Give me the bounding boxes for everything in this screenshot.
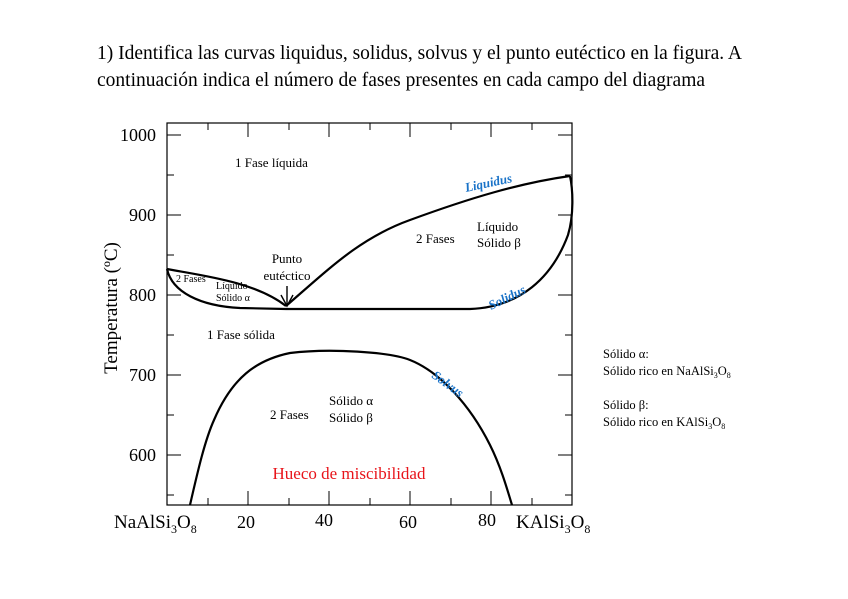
field-label-solid: 1 Fase sólida xyxy=(207,327,275,342)
y-tick-label: 700 xyxy=(129,365,156,385)
legend-alpha-title: Sólido α: xyxy=(603,347,649,361)
legend-beta xyxy=(603,397,725,431)
y-tick-label: 900 xyxy=(129,205,156,225)
x-tick-label: 60 xyxy=(399,512,417,532)
field-label-gap-alpha: Sólido α xyxy=(329,393,374,408)
x-tick-label: 20 xyxy=(237,512,255,532)
field-label-left-two-phase: 2 Fases xyxy=(176,274,206,285)
field-label-gap-beta: Sólido β xyxy=(329,410,373,425)
y-tick-label: 600 xyxy=(129,445,156,465)
field-label-right-solid: Sólido β xyxy=(477,235,521,250)
liquidus-label: Liquidus xyxy=(463,170,514,195)
y-tick-label: 800 xyxy=(129,285,156,305)
solidus-label: Solidus xyxy=(485,281,529,313)
legend-beta-title: Sólido β: xyxy=(603,398,649,412)
x-tick-label: 40 xyxy=(315,510,333,530)
field-label-left-solid: Sólido α xyxy=(216,293,250,304)
solvus-label: Solvus xyxy=(429,367,467,401)
miscibility-gap-label: Hueco de miscibilidad xyxy=(272,464,426,483)
x-endpoint-left: $NaAlSi_3O_8$ xyxy=(114,512,197,536)
eutectic-label-line1: Punto xyxy=(271,251,303,266)
y-tick-label: 1000 xyxy=(120,125,156,145)
x-tick-label: 80 xyxy=(478,510,496,530)
question-line-2: continuación indica el número de fases presentes en cada campo del diagrama xyxy=(97,70,706,91)
legend-alpha xyxy=(603,346,731,380)
y-axis-label: Temperatura (ºC) xyxy=(101,242,122,374)
field-label-left-liquid: Líquido xyxy=(216,281,248,292)
field-label-right-two-phase: 2 Fases xyxy=(416,231,455,246)
eutectic-label-line2: eutéctico xyxy=(263,268,311,283)
field-label-right-liquid: Líquido xyxy=(477,219,519,234)
legend-beta-desc: Sólido rico en $KAlSi_3O_8$ xyxy=(603,415,726,431)
legend-alpha-desc: Sólido rico en $NaAlSi_3O_8$ xyxy=(603,364,731,380)
question-line-1: 1) Identifica las curvas liquidus, solidus, solvus y el punto eutéctico en la figura. A xyxy=(97,43,742,64)
x-endpoint-right: $KAlSi_3O_8$ xyxy=(516,512,591,536)
field-label-gap-two-phase: 2 Fases xyxy=(270,407,309,422)
field-label-liquid: 1 Fase líquida xyxy=(235,155,308,170)
